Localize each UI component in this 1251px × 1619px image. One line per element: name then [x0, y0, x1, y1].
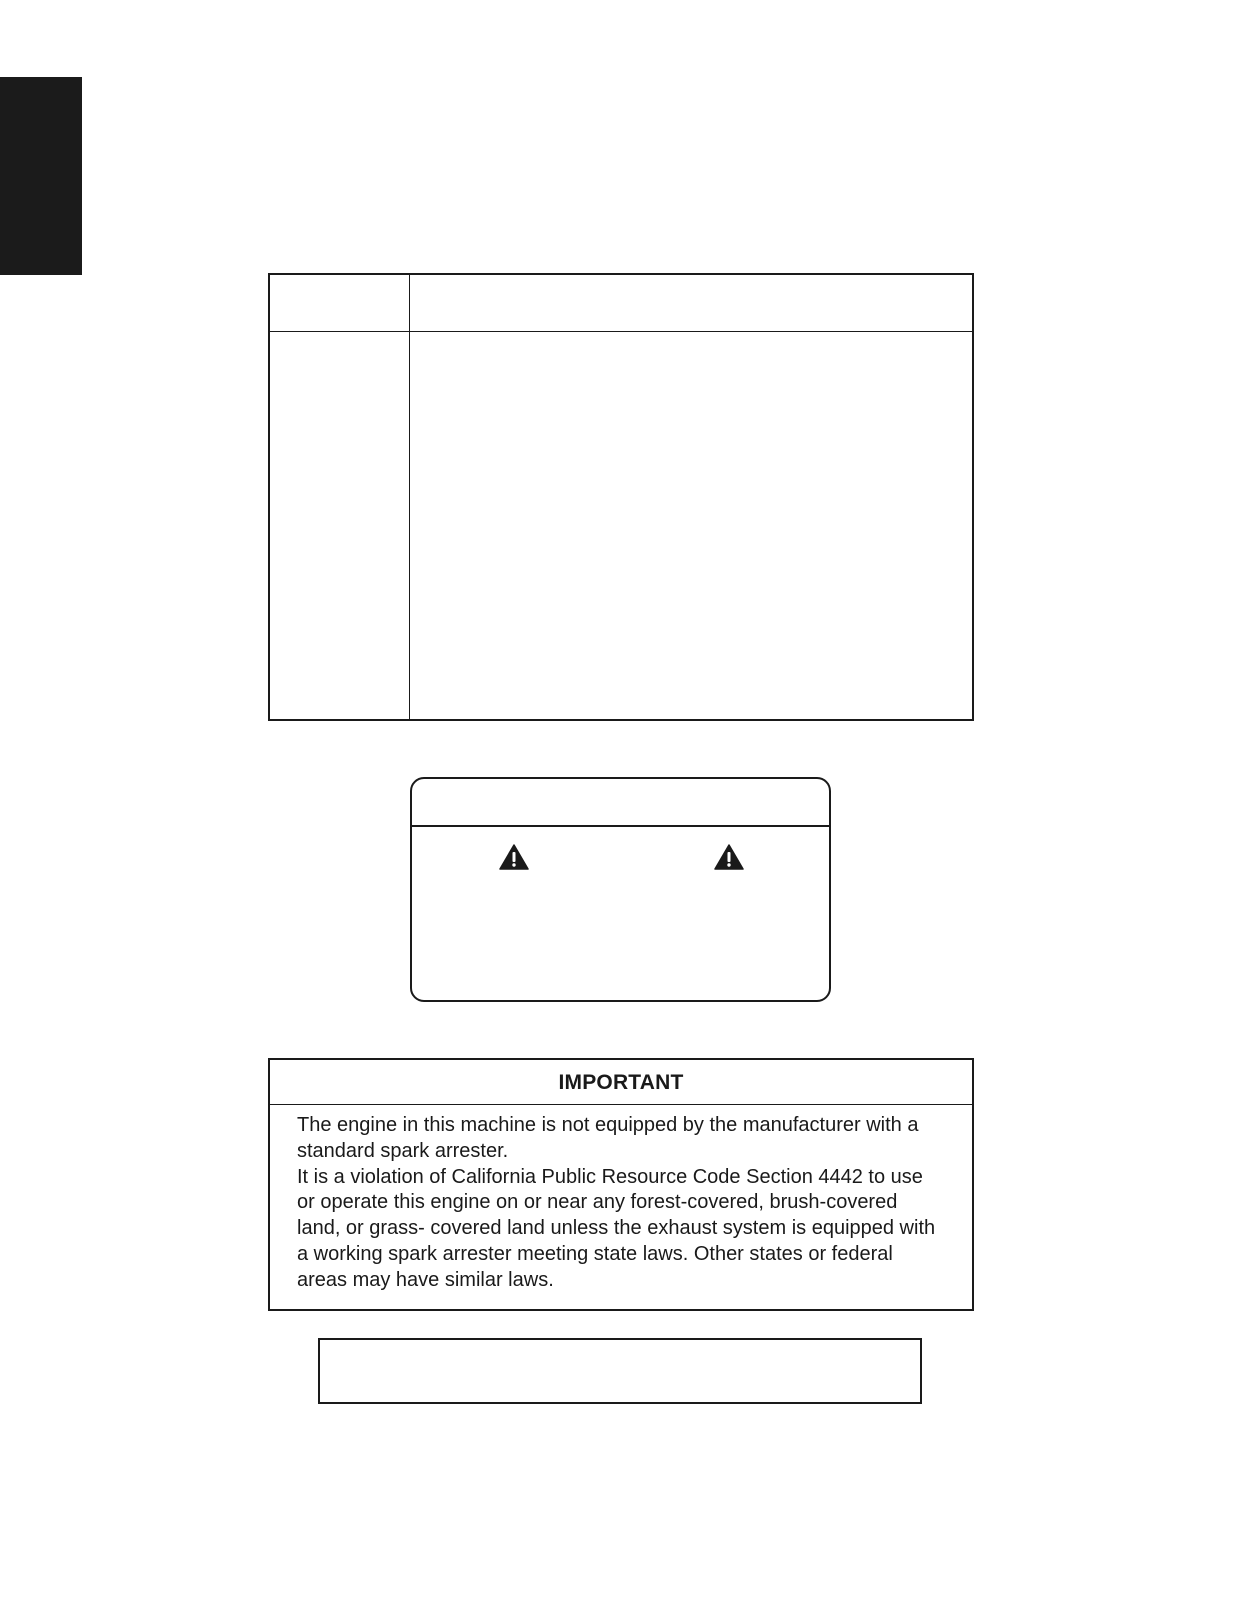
- important-title: IMPORTANT: [270, 1060, 972, 1105]
- important-paragraph: The engine in this machine is not equipped by the manufacturer with a standard spark arrester.: [297, 1114, 919, 1162]
- warning-label-header-divider: [412, 825, 829, 827]
- important-body: [270, 1105, 972, 1294]
- warning-triangle-icon: [714, 844, 744, 870]
- important-paragraph: It is a violation of California Public Resource Code Section 4442 to use or operate this engine on or near any forest-covered, brush-covered land, or grass- covered land unless the exhaust system is equipped with a working spark arrester meeting state laws. Other states or federal areas may have similar laws.: [297, 1165, 936, 1291]
- specification-table: [268, 273, 974, 721]
- note-box: [318, 1338, 922, 1404]
- warning-triangle-icon: [499, 844, 529, 870]
- warning-label: [410, 777, 831, 1002]
- table-header-divider: [270, 331, 972, 332]
- section-tab: [0, 77, 82, 275]
- important-notice: [268, 1058, 974, 1311]
- table-column-divider: [409, 275, 410, 719]
